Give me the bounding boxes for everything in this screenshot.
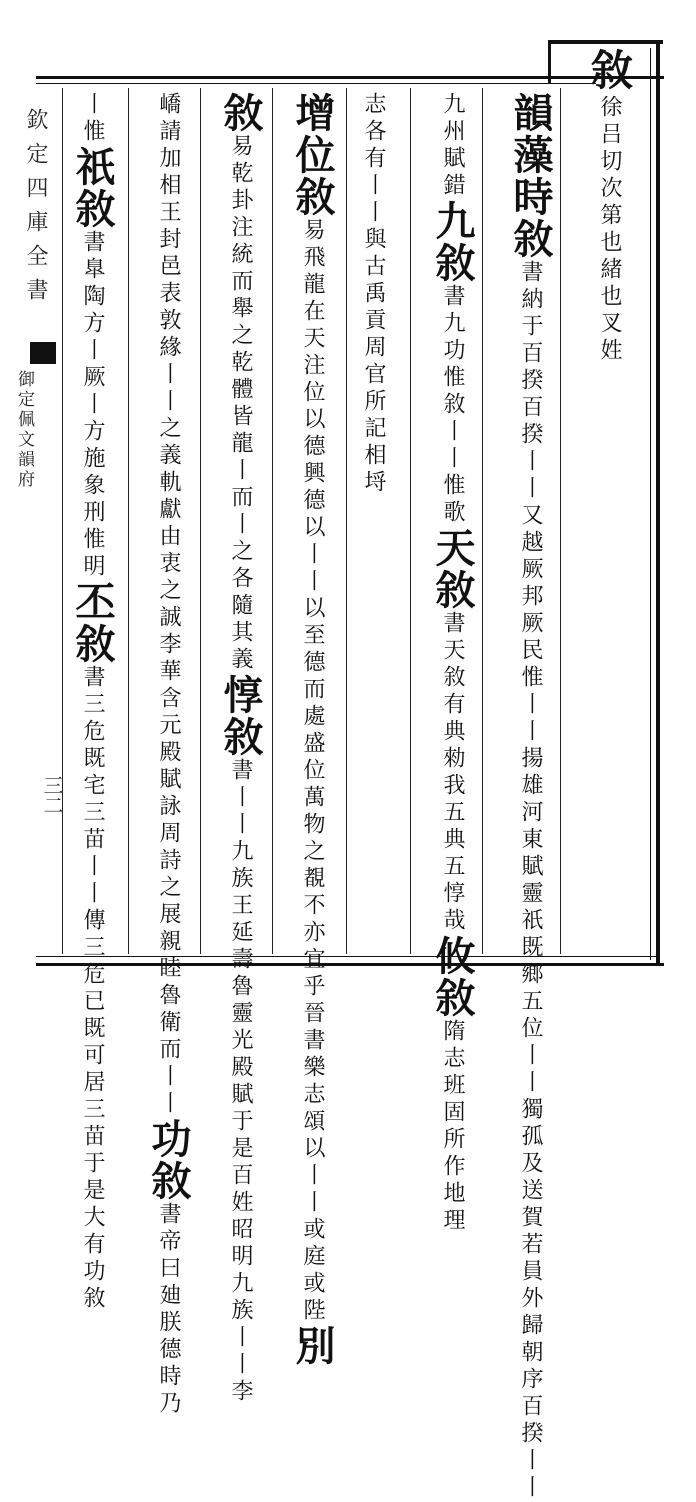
frame-top-inner-rule — [36, 83, 596, 84]
entry-text: 書臯陶方丨厥丨方施象刑惟明 — [80, 230, 105, 581]
text-column — [217, 92, 264, 1406]
entry-text: 徐吕切次第也緒也叉姓 — [597, 95, 622, 365]
text-column — [289, 92, 336, 1367]
column-divider — [272, 88, 273, 954]
entry-text: 易飛龍在天注位以德興德以丨丨以至德而處盛位萬物之覩不亦宜乎晉書樂志頌以丨丨或庭或陛 — [300, 218, 325, 1325]
text-column — [429, 92, 476, 1235]
entry-text: 丨惟 — [80, 92, 105, 146]
column-divider — [482, 88, 483, 954]
fishtail-block — [30, 342, 56, 364]
entry-headword: 增 — [289, 92, 336, 134]
column-divider — [346, 88, 347, 954]
entry-headword: 九敘 — [429, 200, 476, 284]
text-column — [69, 92, 116, 1313]
entry-headword: 敘 — [585, 48, 634, 95]
entry-headword: 祇敘 — [69, 146, 116, 230]
entry-headword: 惇敘 — [217, 674, 264, 758]
entry-text: 書丨丨九族王延壽魯靈光殿賦于是百姓昭明九族丨丨李 — [228, 758, 253, 1406]
column-divider — [410, 88, 411, 954]
entry-text: 九州賦錯 — [440, 92, 465, 200]
entry-headword: 攸敘 — [429, 935, 476, 1019]
entry-headword: 時敘 — [507, 176, 554, 260]
frame-bottom-inner-rule — [36, 956, 656, 957]
entry-headword: 韻藻 — [507, 92, 554, 176]
column-divider — [128, 88, 129, 954]
entry-headword: 功敘 — [145, 1118, 192, 1202]
text-column — [585, 48, 634, 365]
entry-text: 書三危既宅三苗丨丨傳三危已既可居三苗于是大有功敘 — [80, 665, 105, 1313]
entry-headword: 天敘 — [429, 527, 476, 611]
page-number: 三二 — [40, 775, 64, 815]
entry-text: 書九功惟敘丨丨惟歌 — [440, 284, 465, 527]
entry-text: 志各有丨丨與古禹貢周官所記相埒 — [361, 92, 386, 497]
column-divider — [560, 88, 561, 954]
entry-headword: 敘 — [217, 92, 264, 134]
frame-bottom-rule — [36, 963, 664, 966]
entry-headword: 位敘 — [289, 134, 336, 218]
text-column — [145, 92, 192, 1418]
text-column — [362, 92, 384, 497]
entry-headword: 別 — [289, 1325, 336, 1367]
margin-book-title: 御定佩文韻府 — [14, 370, 34, 490]
entry-text: 書帝曰廸朕德時乃 — [156, 1202, 181, 1418]
frame-right-rule — [656, 40, 660, 966]
text-column — [507, 92, 554, 1502]
entry-text: 隋志班固所作地理 — [440, 1019, 465, 1235]
column-divider — [200, 88, 201, 954]
entry-text: 易乾卦注統而舉之乾體皆龍丨而丨之各隨其義 — [228, 134, 253, 674]
entry-text: 書天敘有典勑我五典五惇哉 — [440, 611, 465, 935]
frame-right-inner-rule — [650, 48, 651, 960]
entry-text: 書納于百揆百揆丨丨又越厥邦厥民惟丨丨揚雄河東賦靈祇既鄉五位丨丨獨孤及送賀若員外歸朝序百揆丨丨 — [518, 260, 543, 1502]
column-divider — [62, 88, 63, 954]
entry-headword: 丕敘 — [69, 581, 116, 665]
margin-collection-title: 欽定四庫全書 — [23, 108, 48, 312]
entry-text: 嶠請加相王封邑表敦緣丨丨之義軌獻由衷之誠李華含元殿賦詠周詩之展親睦魯衛而丨丨 — [156, 92, 181, 1118]
